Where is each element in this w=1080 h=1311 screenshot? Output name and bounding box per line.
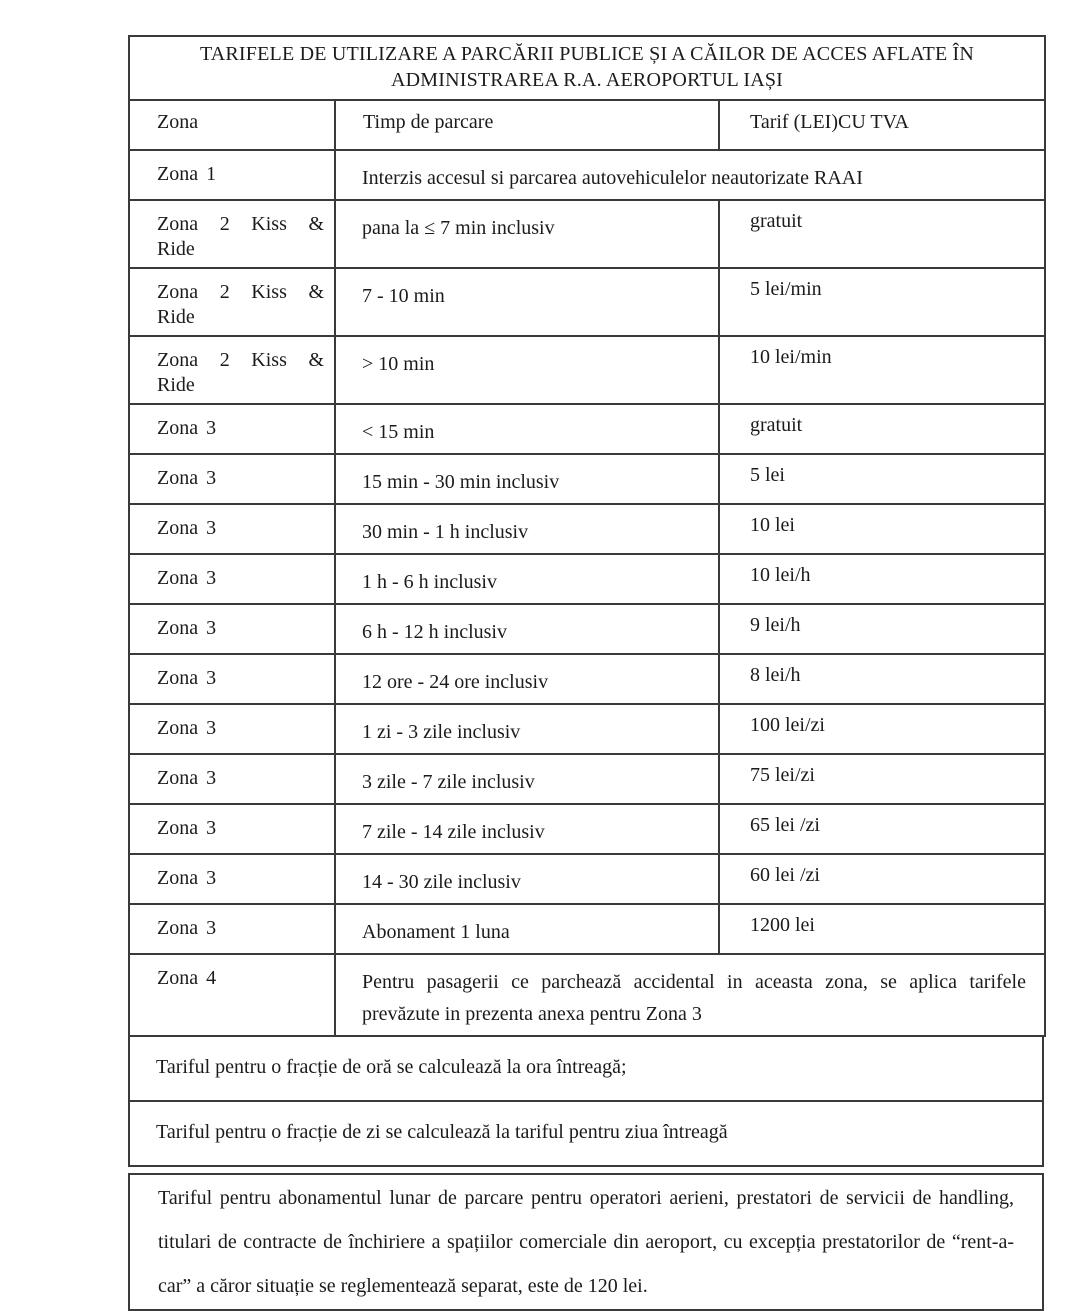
tarif-cell: gratuit	[719, 200, 1045, 268]
tarif-cell: 75 lei/zi	[719, 754, 1045, 804]
timp-de-parcare-cell: 7 - 10 min	[335, 268, 719, 336]
tarif-cell: 1200 lei	[719, 904, 1045, 954]
timp-de-parcare-cell: 1 zi - 3 zile inclusiv	[335, 704, 719, 754]
tarif-cell: gratuit	[719, 404, 1045, 454]
tarif-cell: 9 lei/h	[719, 604, 1045, 654]
timp-de-parcare-cell: 7 zile - 14 zile inclusiv	[335, 804, 719, 854]
note-monthly-subscription: Tariful pentru abonamentul lunar de parcare pentru operatori aerieni, prestatori de servicii de handling, titulari de contracte de închiriere a spațiilor comerciale din aeroport, cu excepția prestatorilor de “rent-a-car” a căror situație se reglementează separat, este de 120 lei.	[128, 1173, 1044, 1311]
table-row	[129, 604, 1045, 654]
tarif-cell: 5 lei	[719, 454, 1045, 504]
timp-de-parcare-cell: 6 h - 12 h inclusiv	[335, 604, 719, 654]
timp-de-parcare-cell: Abonament 1 luna	[335, 904, 719, 954]
timp-de-parcare-cell: 14 - 30 zile inclusiv	[335, 854, 719, 904]
table-row	[129, 268, 1045, 336]
timp-de-parcare-cell: > 10 min	[335, 336, 719, 404]
tarif-cell: 10 lei/min	[719, 336, 1045, 404]
table-row	[129, 150, 1045, 200]
timp-de-parcare-cell: pana la ≤ 7 min inclusiv	[335, 200, 719, 268]
zona-cell: Zona 2 Kiss & Ride	[129, 268, 335, 336]
table-row	[129, 854, 1045, 904]
table-row	[129, 904, 1045, 954]
zona-cell: Zona 1	[129, 150, 335, 200]
timp-de-parcare-cell: 1 h - 6 h inclusiv	[335, 554, 719, 604]
table-row	[129, 804, 1045, 854]
timp-de-parcare-cell: 3 zile - 7 zile inclusiv	[335, 754, 719, 804]
tariff-table	[128, 35, 1046, 1037]
note-fraction-hour: Tariful pentru o fracție de oră se calculează la ora întreagă;	[128, 1035, 1044, 1102]
table-row	[129, 754, 1045, 804]
zona-cell: Zona 3	[129, 604, 335, 654]
table-row	[129, 200, 1045, 268]
tarif-cell: 60 lei /zi	[719, 854, 1045, 904]
timp-de-parcare-cell: < 15 min	[335, 404, 719, 454]
table-row	[129, 954, 1045, 1036]
tarif-cell: 5 lei/min	[719, 268, 1045, 336]
col-header-zona: Zona	[129, 100, 335, 150]
title-row	[129, 36, 1045, 100]
tarif-cell: 10 lei	[719, 504, 1045, 554]
zona-cell: Zona 3	[129, 554, 335, 604]
timp-de-parcare-cell: 12 ore - 24 ore inclusiv	[335, 654, 719, 704]
header-row	[129, 100, 1045, 150]
table-row	[129, 654, 1045, 704]
zona-cell: Zona 3	[129, 704, 335, 754]
timp-de-parcare-cell: Interzis accesul si parcarea autovehiculelor neautorizate RAAI	[335, 150, 1045, 200]
document-title: TARIFELE DE UTILIZARE A PARCĂRII PUBLICE ȘI A CĂILOR DE ACCES AFLATE ÎN ADMINISTRAREA R.A. AEROPORTUL IAȘI	[129, 36, 1045, 100]
table-row	[129, 454, 1045, 504]
table-row	[129, 554, 1045, 604]
note-fraction-day: Tariful pentru o fracție de zi se calculează la tariful pentru ziua întreagă	[128, 1100, 1044, 1167]
zona-cell: Zona 2 Kiss & Ride	[129, 336, 335, 404]
timp-de-parcare-cell: 15 min - 30 min inclusiv	[335, 454, 719, 504]
zona-cell: Zona 2 Kiss & Ride	[129, 200, 335, 268]
table-row	[129, 404, 1045, 454]
zona-cell: Zona 3	[129, 754, 335, 804]
tarif-cell: 8 lei/h	[719, 654, 1045, 704]
zona-cell: Zona 3	[129, 904, 335, 954]
zona-cell: Zona 3	[129, 404, 335, 454]
zona-cell: Zona 4	[129, 954, 335, 1036]
zona-cell: Zona 3	[129, 854, 335, 904]
timp-de-parcare-cell: Pentru pasagerii ce parchează accidental in aceasta zona, se aplica tarifele prevăzute in prezenta anexa pentru Zona 3	[335, 954, 1045, 1036]
zona-cell: Zona 3	[129, 654, 335, 704]
col-header-tarif: Tarif (LEI)CU TVA	[719, 100, 1045, 150]
tarif-cell: 65 lei /zi	[719, 804, 1045, 854]
table-row	[129, 704, 1045, 754]
zona-cell: Zona 3	[129, 804, 335, 854]
table-row	[129, 336, 1045, 404]
timp-de-parcare-cell: 30 min - 1 h inclusiv	[335, 504, 719, 554]
tarif-cell: 100 lei/zi	[719, 704, 1045, 754]
document-sheet	[128, 35, 1044, 1311]
table-row	[129, 504, 1045, 554]
zona-cell: Zona 3	[129, 504, 335, 554]
tarif-cell: 10 lei/h	[719, 554, 1045, 604]
col-header-timp-de-parcare: Timp de parcare	[335, 100, 719, 150]
tariff-table-body	[129, 36, 1045, 1036]
zona-cell: Zona 3	[129, 454, 335, 504]
